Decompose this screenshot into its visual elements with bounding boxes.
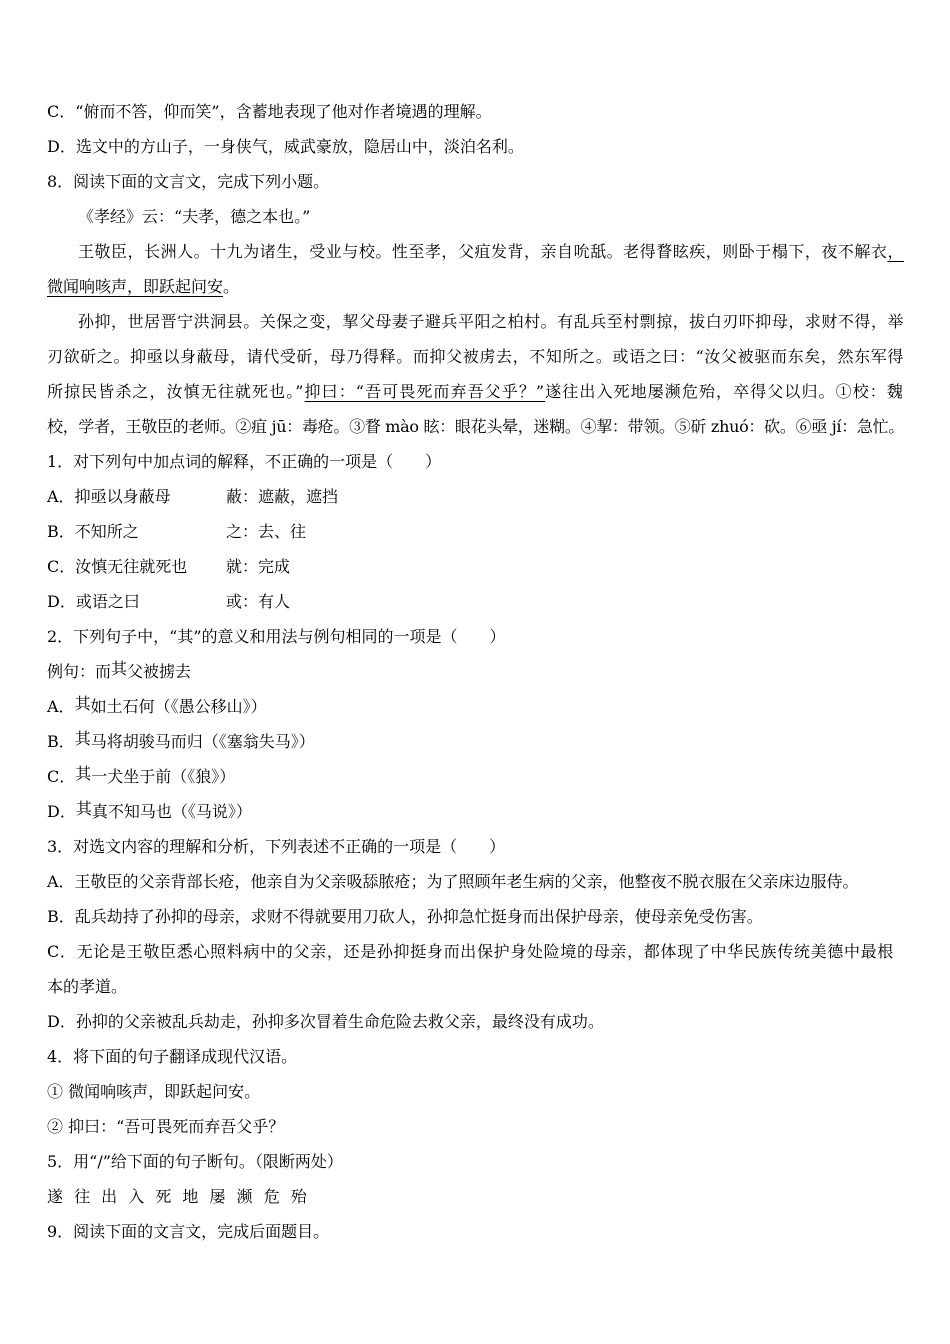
q3-stem: 3．对选文内容的理解和分析，下列表述不正确的一项是（ ）: [47, 837, 506, 856]
exam-page: [47, 94, 905, 1249]
dotted-word: 其: [74, 694, 91, 713]
q3-option-a: A．王敬臣的父亲背部长疮，他亲自为父亲吸舔脓疮；为了照顾年老生病的父亲，他整夜不脱衣服在父亲床边服侍。: [47, 872, 859, 891]
story2-line2-text: 刃欲斫之。抑亟以身蔽母，请代受斫，母乃得释。而抑父被虏去，不知所之。或语之曰：“汝父被驱而东矣，然东军得: [47, 347, 904, 366]
option-label: D．: [47, 592, 76, 611]
story1-line2-end: 。: [223, 277, 240, 296]
example-after: 父被掳去: [127, 662, 192, 681]
q2-stem: 2．下列句子中，“其”的意义和用法与例句相同的一项是（ ）: [47, 627, 506, 646]
option-label: D．: [47, 802, 76, 821]
q2-option-a: [47, 689, 905, 724]
q1-option-a: [47, 479, 905, 514]
option-label: A．: [47, 487, 75, 506]
option-sentence: 抑亟以身蔽母: [74, 487, 171, 506]
story2-line3-before: 所掠民皆杀之，汝慎无往就死也。”: [47, 382, 305, 401]
prev-option-c: C．“俯而不答，仰而笑”，含蓄地表现了他对作者境遇的理解。: [47, 102, 492, 121]
q4-item-1: ① 微闻响咳声，即跃起问安。: [47, 1082, 261, 1101]
dotted-word: 其: [74, 729, 91, 748]
option-label: B．: [47, 732, 75, 751]
story1-line1-text: 王敬臣，长洲人。十九为诸生，受业与校。性至孝，父疽发背，亲自吮舐。老得瞀眩疾，则卧于榻下，夜不解衣: [78, 242, 888, 261]
story1-line2: [47, 269, 905, 304]
q1-stem: 1．对下列句中加点词的解释，不正确的一项是（ ）: [47, 452, 442, 471]
q5-sentence: 遂 往 出 入 死 地 屡 濒 危 殆: [47, 1187, 307, 1206]
option-gloss: 就：完成: [226, 557, 291, 576]
q8-epigraph: 《孝经》云：“夫孝，德之本也。”: [78, 207, 311, 226]
option-label: C．: [47, 767, 76, 786]
q3-option-c-line1: [47, 934, 895, 969]
story2-line1: [47, 304, 905, 339]
dotted-word: 其: [75, 799, 92, 818]
q1-option-d: [47, 584, 905, 619]
q4-item-2: ② 抑曰：“吾可畏死而弃吾父乎？: [47, 1117, 285, 1136]
q2-option-d: [47, 794, 905, 829]
story1-line1-underlined: ，: [887, 242, 904, 261]
story1-underlined-sentence: 微闻响咳声，即跃起问安: [47, 277, 224, 296]
story2-line3-after: 遂往出入死地屡濒危殆，卒得父以归。①校：魏: [545, 382, 904, 401]
prev-option-d: D．选文中的方山子，一身侠气，威武豪放，隐居山中，淡泊名利。: [47, 137, 524, 156]
option-label: C．: [47, 557, 76, 576]
q3-option-b: B．乱兵劫持了孙抑的母亲，求财不得就要用刀砍人，孙抑急忙挺身而出保护母亲，使母亲免受伤害。: [47, 907, 763, 926]
story2-line1-text: 孙抑，世居晋宁洪洞县。关保之变，挈父母妻子避兵平阳之柏村。有乱兵至村剽掠，拔白刃吓抑母，求财不得，举: [78, 312, 904, 331]
option-gloss: 之：去、往: [226, 522, 307, 541]
option-label: B．: [47, 522, 75, 541]
option-sentence: 或语之曰: [75, 592, 140, 611]
option-text: 马将胡骏马而归（《塞翁失马》）: [90, 732, 315, 751]
story2-underlined-sentence: 抑曰：“吾可畏死而弃吾父乎？”: [304, 382, 546, 401]
option-sentence: 不知所之: [74, 522, 139, 541]
story2-line3: [47, 374, 905, 409]
story1-line1: [47, 234, 905, 269]
dotted-word: 其: [75, 764, 92, 783]
story2-line2: [47, 339, 905, 374]
q4-stem: 4．将下面的句子翻译成现代汉语。: [47, 1047, 298, 1066]
dotted-word: 其: [111, 659, 128, 678]
q1-option-c: [47, 549, 905, 584]
option-gloss: 或：有人: [226, 592, 291, 611]
option-text: 如土石何（《愚公移山》）: [90, 697, 267, 716]
q3-option-c-line2: 本的孝道。: [47, 977, 128, 996]
q2-option-b: [47, 724, 905, 759]
option-text: 真不知马也（《马说》）: [91, 802, 252, 821]
option-label: A．: [47, 697, 75, 716]
story2-footnotes-text: 校，学者，王敬臣的老师。②疽 jū：毒疮。③瞀 mào 眩：眼花头晕，迷糊。④挈：带领。⑤斫 zhuó：砍。⑥亟 jí：急忙。: [47, 417, 904, 436]
q3-option-c-text: C．无论是王敬臣悉心照料病中的父亲，还是孙抑挺身而出保护身处险境的母亲，都体现了中华民族传统美德中最根: [47, 942, 894, 961]
q2-example: [47, 654, 905, 689]
q8-heading: 8．阅读下面的文言文，完成下列小题。: [47, 172, 330, 191]
q5-stem: 5．用“/”给下面的句子断句。（限断两处）: [47, 1152, 343, 1171]
q3-option-d: D．孙抑的父亲被乱兵劫走，孙抑多次冒着生命危险去救父亲，最终没有成功。: [47, 1012, 604, 1031]
example-before: 例句：而: [47, 662, 112, 681]
story2-footnotes: [47, 409, 905, 444]
option-sentence: 汝慎无往就死也: [75, 557, 188, 576]
q9-heading: 9．阅读下面的文言文，完成后面题目。: [47, 1222, 330, 1241]
option-gloss: 蔽：遮蔽，遮挡: [226, 487, 339, 506]
q1-option-b: [47, 514, 905, 549]
q2-option-c: [47, 759, 905, 794]
option-text: 一犬坐于前（《狼》）: [91, 767, 236, 786]
